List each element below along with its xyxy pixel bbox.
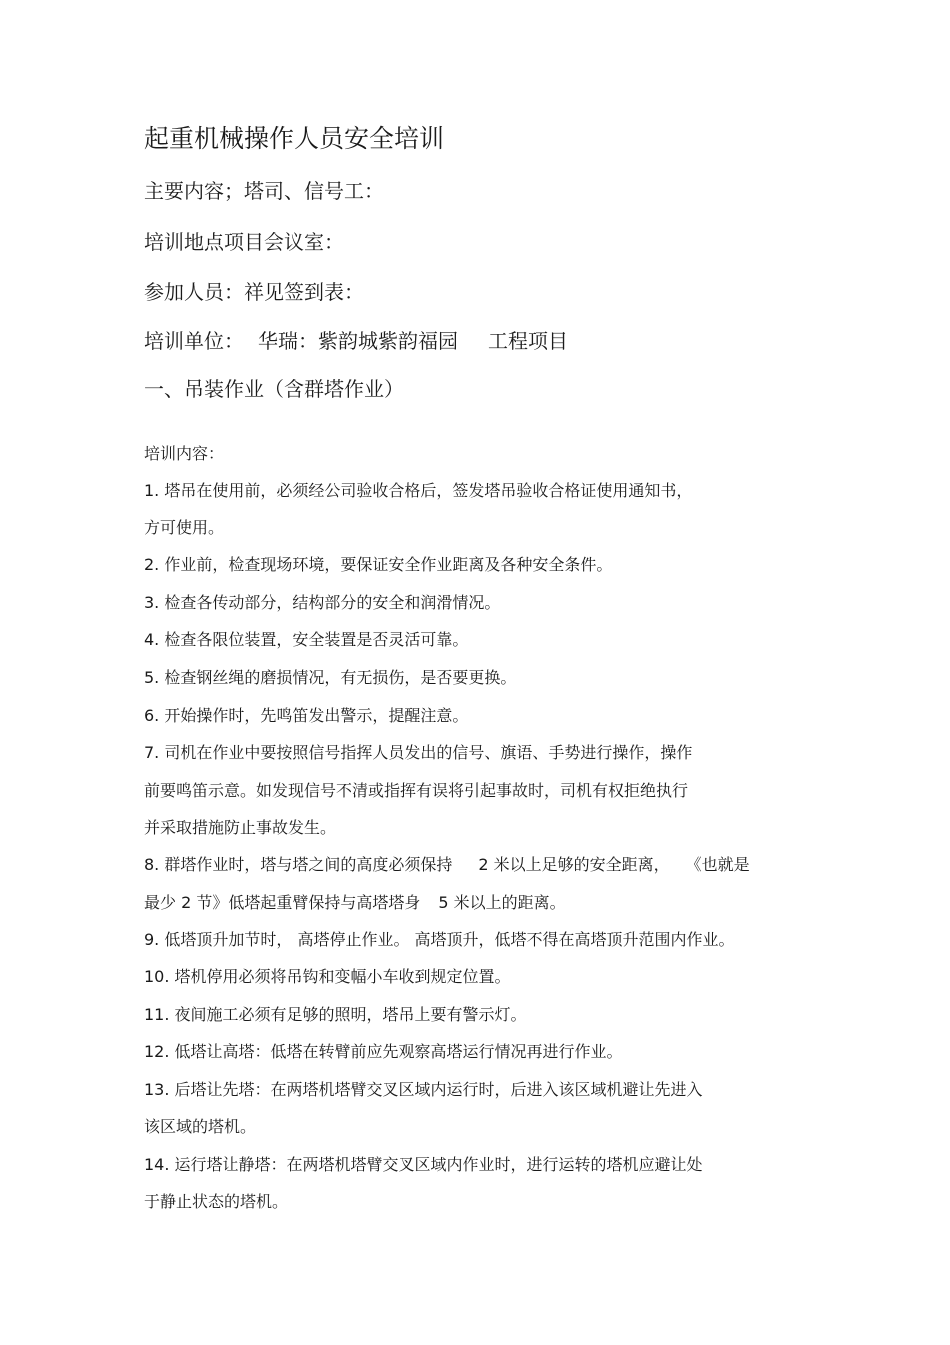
- list-item: 10. 塔机停用必须将吊钩和变幅小车收到规定位置。: [144, 967, 511, 986]
- list-item: 5. 检查钢丝绳的磨损情况，有无损伤，是否要更换。: [144, 668, 517, 687]
- section-heading: 一、吊装作业（含群塔作业）: [144, 377, 404, 401]
- list-item: 9. 低塔顶升加节时， 高塔停止作业。 高塔顶升，低塔不得在高塔顶升范围内作业。: [144, 930, 735, 949]
- content-label: 培训内容：: [144, 444, 225, 463]
- list-item: 7. 司机在作业中要按照信号指挥人员发出的信号、旗语、手势进行操作，操作: [144, 743, 693, 762]
- list-item-continuation: 前要鸣笛示意。如发现信号不清或指挥有误将引起事故时，司机有权拒绝执行: [144, 781, 689, 800]
- document-title: 起重机械操作人员安全培训: [144, 124, 445, 153]
- training-unit-project: 工程项目: [488, 329, 568, 353]
- list-item: 14. 运行塔让静塔：在两塔机塔臂交叉区域内作业时，进行运转的塔机应避让处: [144, 1155, 703, 1174]
- main-content-line: 主要内容；塔司、信号工：: [144, 179, 384, 203]
- list-item: 1. 塔吊在使用前，必须经公司验收合格后，签发塔吊验收合格证使用通知书，: [144, 481, 693, 500]
- list-item: 11. 夜间施工必须有足够的照明，塔吊上要有警示灯。: [144, 1005, 527, 1024]
- training-unit-company: 华瑞：紫韵城紫韵福园: [258, 329, 458, 353]
- training-unit-line: [144, 331, 568, 351]
- list-item-continuation: 并采取措施防止事故发生。: [144, 818, 337, 837]
- list-item-part: 《也就是: [685, 855, 750, 874]
- list-item-continuation: 于静止状态的塔机。: [144, 1192, 289, 1211]
- list-item-continuation: [144, 895, 566, 911]
- list-item-part: 8. 群塔作业时，塔与塔之间的高度必须保持: [144, 855, 453, 874]
- list-item: 4. 检查各限位装置，安全装置是否灵活可靠。: [144, 630, 469, 649]
- location-line: 培训地点项目会议室：: [144, 230, 344, 254]
- list-item: 2. 作业前，检查现场环境，要保证安全作业距离及各种安全条件。: [144, 555, 613, 574]
- list-item-part: 最少 2 节》低塔起重臂保持与高塔塔身: [144, 893, 421, 912]
- training-unit-label: 培训单位：: [144, 329, 244, 353]
- list-item: 13. 后塔让先塔：在两塔机塔臂交叉区域内运行时，后进入该区域机避让先进入: [144, 1080, 703, 1099]
- list-item: 3. 检查各传动部分，结构部分的安全和润滑情况。: [144, 593, 501, 612]
- attendees-line: 参加人员：祥见签到表：: [144, 280, 364, 304]
- list-item: [144, 857, 750, 873]
- list-item-part: 5 米以上的距离。: [438, 893, 566, 912]
- list-item-continuation: 方可使用。: [144, 518, 225, 537]
- list-item: 6. 开始操作时，先鸣笛发出警示，提醒注意。: [144, 706, 469, 725]
- list-item: 12. 低塔让高塔：低塔在转臂前应先观察高塔运行情况再进行作业。: [144, 1042, 623, 1061]
- list-item-continuation: 该区域的塔机。: [144, 1117, 257, 1136]
- list-item-part: 2 米以上足够的安全距离，: [478, 855, 670, 874]
